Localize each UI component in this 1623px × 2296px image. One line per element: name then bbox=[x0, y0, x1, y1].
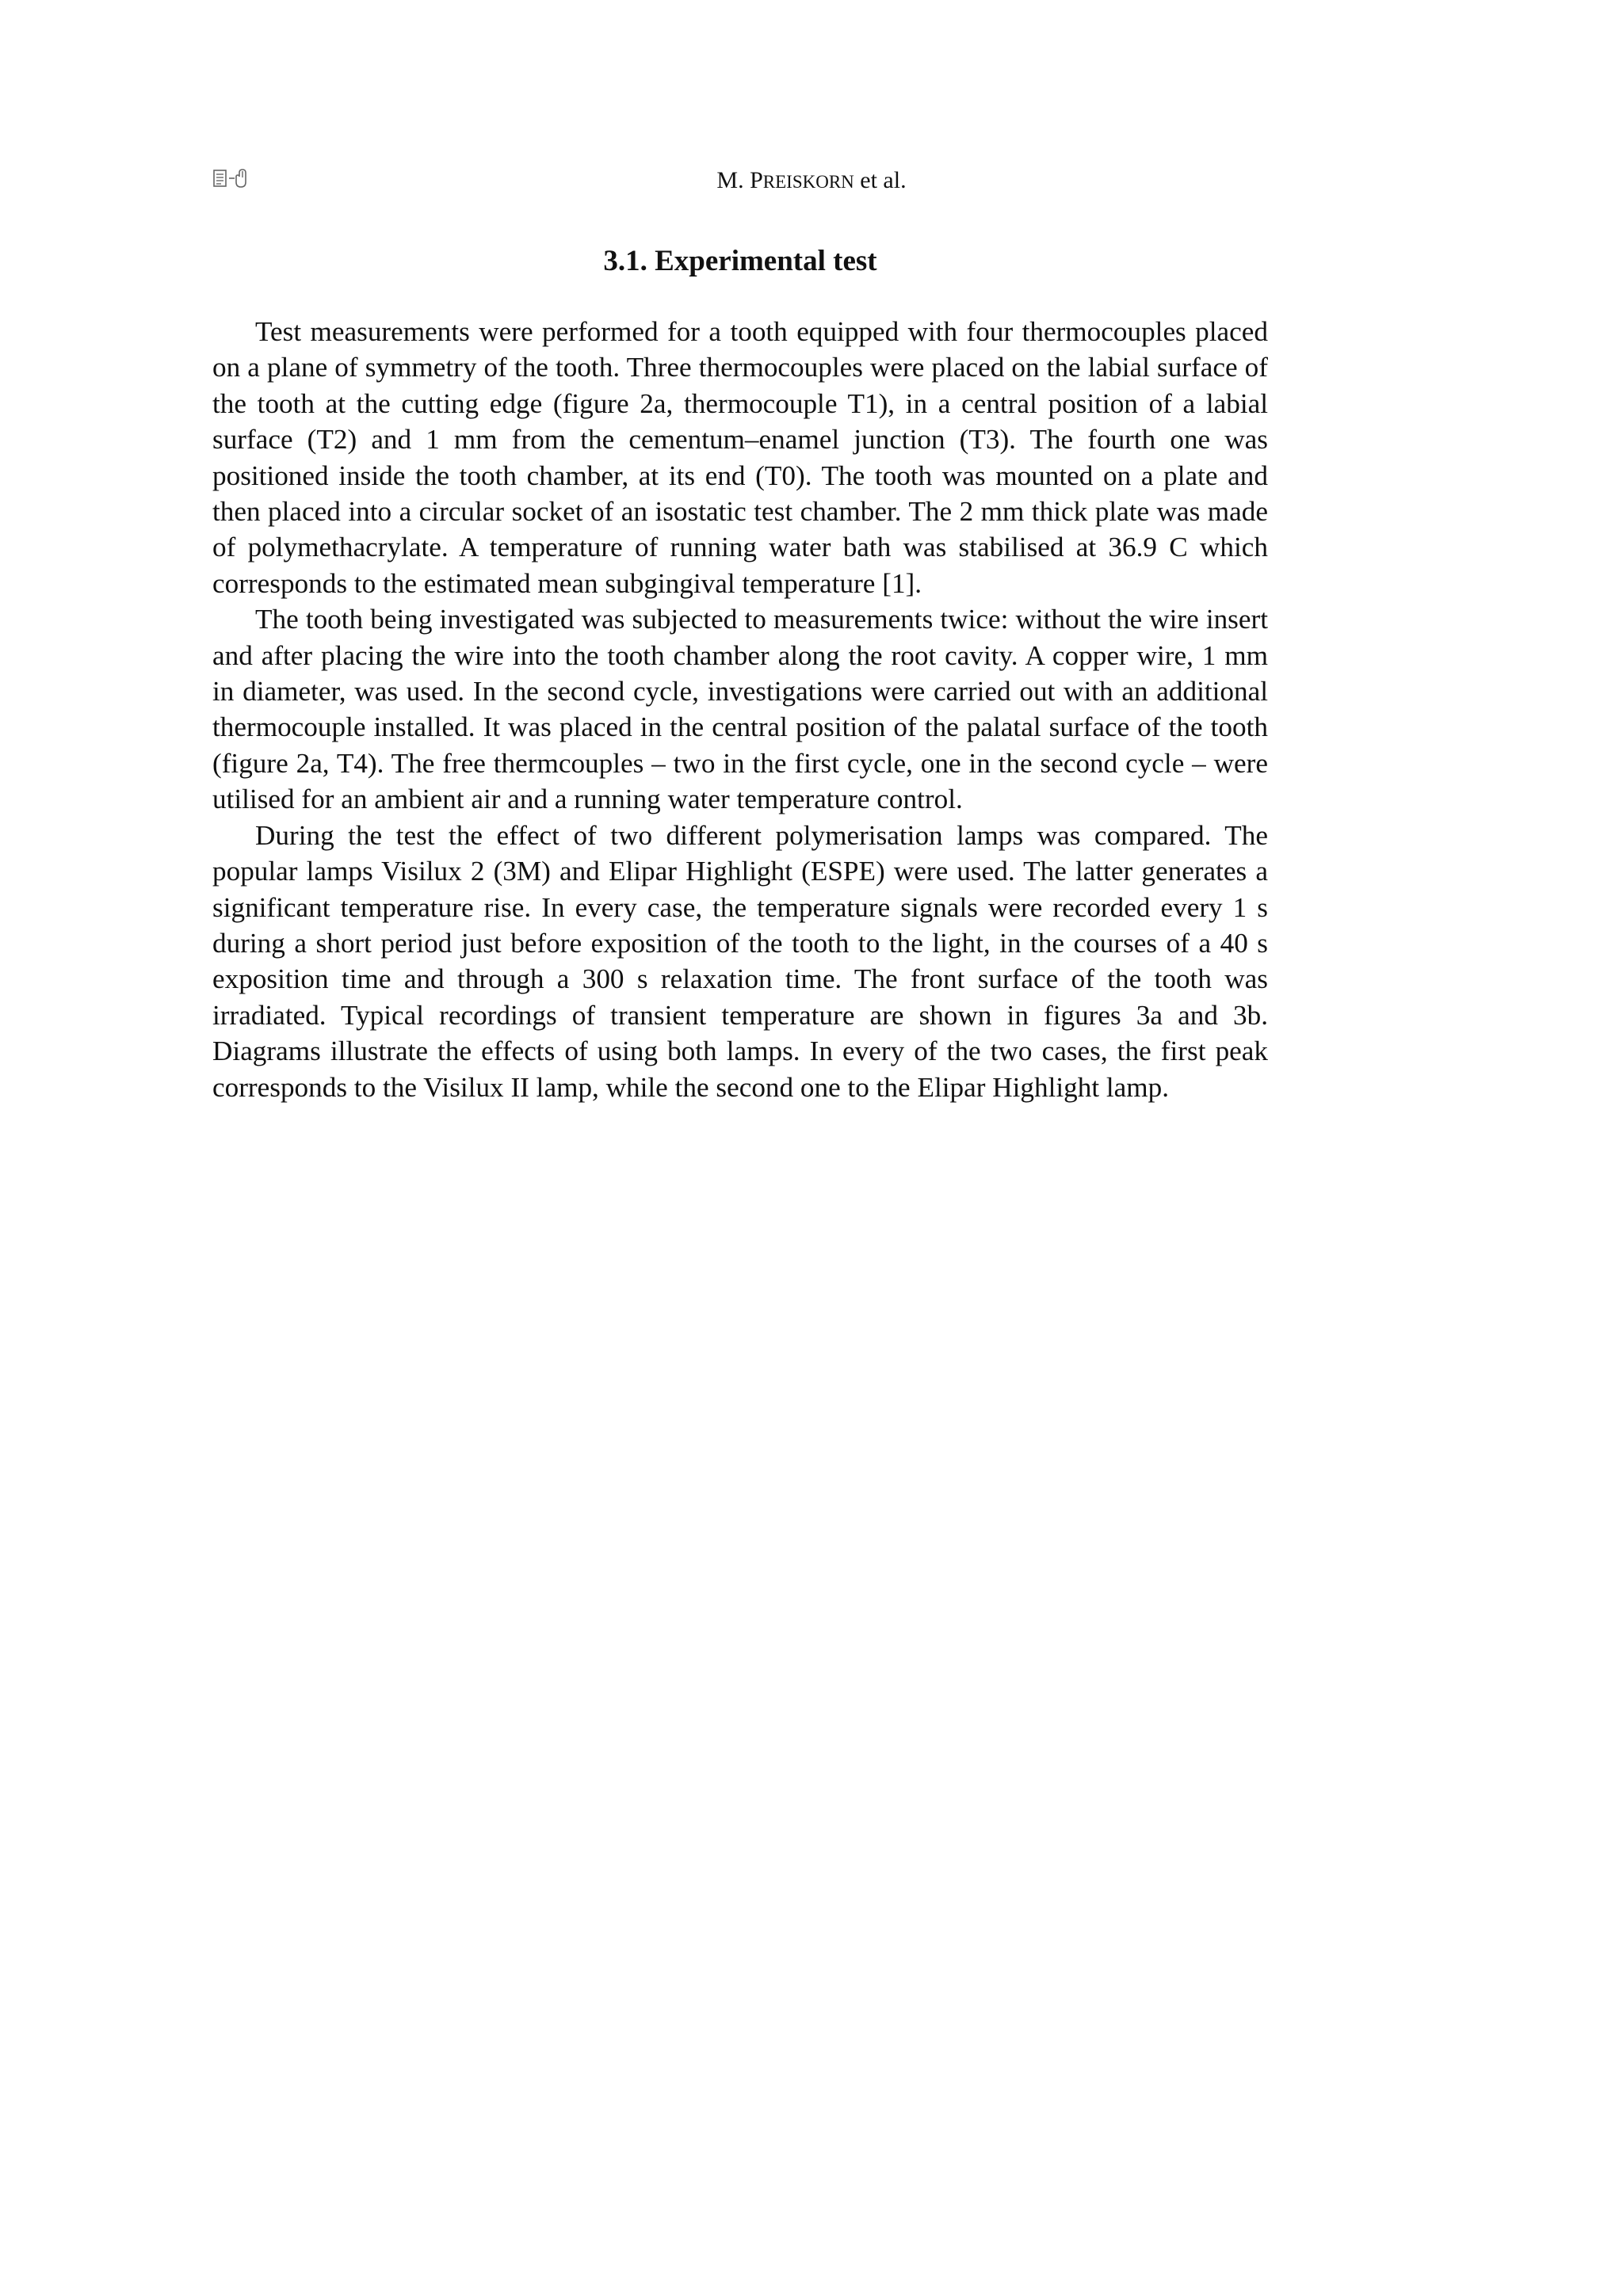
running-head-initial: M. bbox=[716, 167, 750, 193]
section-heading: 3.1. Experimental test bbox=[603, 245, 877, 277]
paragraph-1: Test measurements were performed for a tooth equipped with four thermocouples placed on a plane of symmetry of the tooth. Three thermocouples were placed on the labial surface of the tooth at the cutting edge (figure 2a, thermocouple T1), in a central position of a labial surface (T2) and 1 mm from the cementum–enamel junction (T3). The fourth one was positioned inside the tooth chamber, at its end (T0). The tooth was mounted on a plate and then placed into a circular socket of an isostatic test chamber. The 2 mm thick plate was made of polymethacrylate. A temperature of running water bath was stabilised at 36.9 C which corresponds to the estimated mean subgingival temperature [1]. bbox=[212, 316, 1268, 599]
running-head-surname-first: P bbox=[750, 167, 763, 193]
running-head-surname-rest: REISKORN bbox=[762, 172, 854, 192]
paragraph-3: During the test the effect of two different polymerisation lamps was compared. The popular lamps Visilux 2 (3M) and Elipar Highlight (ESPE) were used. The latter generates a significant temperature rise. In every case, the temperature signals were recorded every 1 s during a short period just before exposition of the tooth to the light, in the courses of a 40 s exposition time and through a 300 s relaxation time. The front surface of the tooth was irradiated. Typical recordings of transient temperature are shown in figures 3a and 3b. Diagrams illustrate the effects of using both lamps. In every of the two cases, the first peak corresponds to the Visilux II lamp, while the second one to the Elipar Highlight lamp. bbox=[212, 819, 1268, 1103]
paragraph-2: The tooth being investigated was subjected to measurements twice: without the wire insert and after placing the wire into the tooth chamber along the root cavity. A copper wire, 1 mm in diameter, was used. In the second cycle, investigations were carried out with an additional thermocouple installed. It was placed in the central position of the palatal surface of the tooth (figure 2a, T4). The free thermcouples – two in the first cycle, one in the second cycle – were utilised for an ambient air and a running water temperature control. bbox=[212, 604, 1268, 815]
body-text bbox=[212, 314, 1268, 1105]
running-head-suffix: et al. bbox=[854, 167, 907, 193]
running-head bbox=[0, 166, 1623, 196]
